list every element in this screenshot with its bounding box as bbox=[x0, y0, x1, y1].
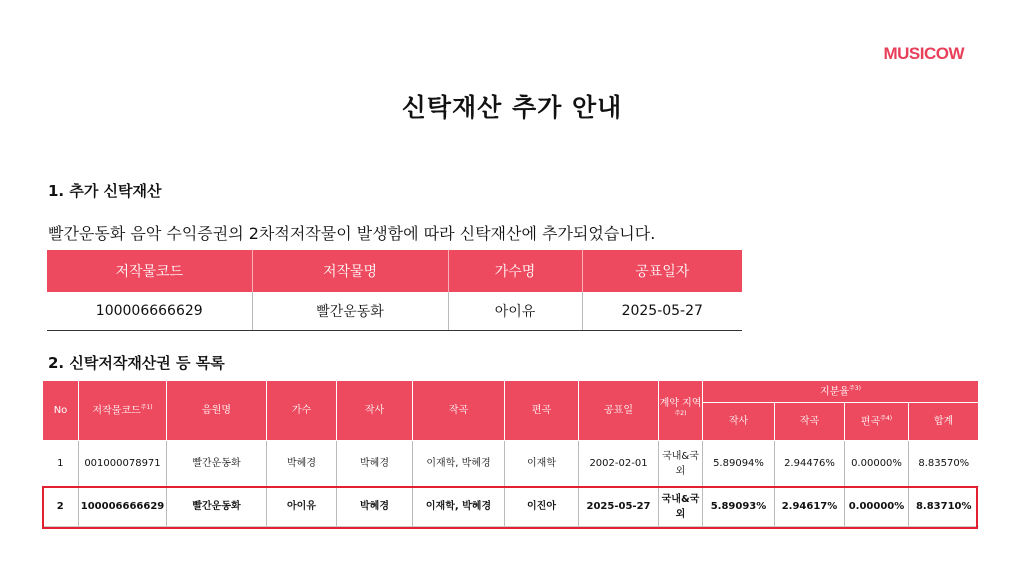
cell-share-compose: 2.94617% bbox=[775, 487, 845, 527]
cell-code: 100006666629 bbox=[79, 487, 167, 527]
cell-share-arrange: 0.00000% bbox=[845, 441, 909, 487]
cell-share-lyrics: 5.89093% bbox=[703, 487, 775, 527]
header-code bbox=[79, 381, 167, 441]
section2-heading: 2. 신탁저작재산권 등 목록 bbox=[48, 354, 225, 372]
cell-work-name: 빨간운동화 bbox=[252, 292, 448, 330]
header-work-code: 저작물코드 bbox=[47, 250, 252, 292]
cell-share-lyrics: 5.89094% bbox=[703, 441, 775, 487]
header-share-label: 지분율 bbox=[820, 386, 850, 398]
cell-share-compose: 2.94476% bbox=[775, 441, 845, 487]
cell-no: 1 bbox=[43, 441, 79, 487]
cell-share-arrange: 0.00000% bbox=[845, 487, 909, 527]
cell-singer-name: 아이유 bbox=[448, 292, 582, 330]
header-work-name: 저작물명 bbox=[252, 250, 448, 292]
header-arrange: 편곡 bbox=[505, 381, 579, 441]
header-compose: 작곡 bbox=[413, 381, 505, 441]
section1-description: 빨간운동화 음악 수익증권의 2차적저작물이 발생함에 따라 신탁재산에 추가되었습니다. bbox=[48, 224, 656, 243]
cell-arrange: 이재학 bbox=[505, 441, 579, 487]
cell-no: 2 bbox=[43, 487, 79, 527]
header-region bbox=[659, 381, 703, 441]
cell-song: 빨간운동화 bbox=[167, 487, 267, 527]
header-share-lyrics: 작사 bbox=[703, 403, 775, 441]
cell-region: 국내&국외 bbox=[659, 441, 703, 487]
table-header-row bbox=[43, 381, 979, 403]
header-release: 공표일 bbox=[579, 381, 659, 441]
page-title: 신탁재산 추가 안내 bbox=[401, 93, 623, 122]
cell-singer: 박혜경 bbox=[267, 441, 337, 487]
cell-release: 2002-02-01 bbox=[579, 441, 659, 487]
footnote-1: 주1) bbox=[140, 403, 153, 411]
table-row bbox=[47, 292, 742, 330]
header-release-date: 공표일자 bbox=[582, 250, 742, 292]
cell-lyrics: 박혜경 bbox=[337, 441, 413, 487]
cell-song: 빨간운동화 bbox=[167, 441, 267, 487]
footnote-2: 주2) bbox=[674, 410, 687, 418]
cell-release-date: 2025-05-27 bbox=[582, 292, 742, 330]
header-song: 음원명 bbox=[167, 381, 267, 441]
section1-heading: 1. 추가 신탁재산 bbox=[48, 182, 162, 200]
cell-compose: 이재학, 박혜경 bbox=[413, 441, 505, 487]
header-share-arrange bbox=[845, 403, 909, 441]
cell-arrange: 이진아 bbox=[505, 487, 579, 527]
header-share bbox=[703, 381, 979, 403]
header-code-label: 저작물코드 bbox=[92, 405, 141, 417]
cell-share-total: 8.83570% bbox=[909, 441, 979, 487]
header-singer-name: 가수명 bbox=[448, 250, 582, 292]
table-header-row bbox=[47, 250, 742, 292]
cell-singer: 아이유 bbox=[267, 487, 337, 527]
cell-work-code: 100006666629 bbox=[47, 292, 252, 330]
header-lyrics: 작사 bbox=[337, 381, 413, 441]
table-row bbox=[43, 441, 979, 487]
cell-region: 국내&국외 bbox=[659, 487, 703, 527]
footnote-4: 주4) bbox=[880, 414, 893, 422]
cell-release: 2025-05-27 bbox=[579, 487, 659, 527]
cell-code: 001000078971 bbox=[79, 441, 167, 487]
trust-rights-table bbox=[42, 380, 979, 527]
footnote-3: 주3) bbox=[849, 384, 861, 392]
header-share-compose: 작곡 bbox=[775, 403, 845, 441]
cell-lyrics: 박혜경 bbox=[337, 487, 413, 527]
header-region-label: 계약 지역 bbox=[659, 398, 702, 410]
cell-compose: 이재학, 박혜경 bbox=[413, 487, 505, 527]
header-singer: 가수 bbox=[267, 381, 337, 441]
musicow-logo: MUSICOW bbox=[883, 44, 964, 63]
header-share-total: 합계 bbox=[909, 403, 979, 441]
cell-share-total: 8.83710% bbox=[909, 487, 979, 527]
header-share-arrange-label: 편곡 bbox=[860, 416, 881, 428]
table-row-highlighted bbox=[43, 487, 979, 527]
additional-trust-table bbox=[47, 250, 742, 331]
header-no: No bbox=[43, 381, 79, 441]
